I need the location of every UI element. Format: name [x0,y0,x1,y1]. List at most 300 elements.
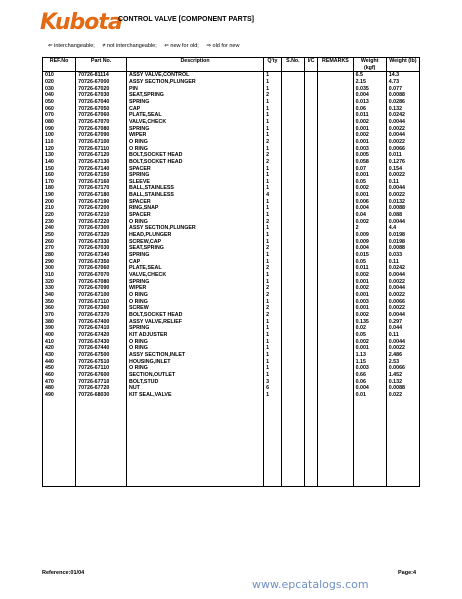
cell-remarks [318,252,353,259]
cell-weight-lb: 0.0022 [386,126,419,133]
cell-remarks [318,159,353,166]
cell-remarks [318,259,353,266]
cell-serial [281,372,304,379]
cell-description: ASSY SECTION,INLET [127,352,264,359]
empty-cell [353,398,386,487]
cell-ref: 090 [43,126,76,133]
cell-weight-kg: 0.02 [353,325,386,332]
legend-item: ≠ not interchangeable; [102,43,157,49]
cell-serial [281,192,304,199]
cell-weight-lb: 0.0286 [386,99,419,106]
cell-remarks [318,232,353,239]
cell-ic [304,332,317,339]
cell-qty: 1 [264,232,282,239]
cell-ic [304,392,317,399]
cell-qty: 1 [264,126,282,133]
cell-part-no: 70726-67350 [76,259,127,266]
cell-qty: 1 [264,112,282,119]
cell-qty: 1 [264,325,282,332]
cell-part-no: 70726-67040 [76,99,127,106]
cell-serial [281,212,304,219]
cell-weight-kg: 0.66 [353,372,386,379]
cell-remarks [318,225,353,232]
cell-part-no: 70726-67050 [76,106,127,113]
cell-weight-lb: 0.132 [386,379,419,386]
cell-ref: 300 [43,265,76,272]
cell-qty: 2 [264,139,282,146]
cell-weight-lb: 14.3 [386,72,419,79]
cell-serial [281,265,304,272]
cell-remarks [318,345,353,352]
cell-description: WIPER [127,285,264,292]
cell-ic [304,92,317,99]
cell-description: ASSY VALVE,CONTROL [127,72,264,79]
cell-weight-kg: 6.5 [353,72,386,79]
cell-description: SPACER [127,166,264,173]
cell-serial [281,159,304,166]
cell-description: SPACER [127,199,264,206]
cell-part-no: 70726-67330 [76,239,127,246]
cell-ref: 360 [43,305,76,312]
cell-part-no: 70726-67130 [76,159,127,166]
cell-weight-lb: 0.0088 [386,205,419,212]
cell-part-no: 70726-67070 [76,119,127,126]
cell-weight-lb: 0.0132 [386,199,419,206]
cell-ic [304,305,317,312]
cell-remarks [318,379,353,386]
cell-part-no: 70726-67060 [76,265,127,272]
cell-ic [304,212,317,219]
cell-description: SECTION,OUTLET [127,372,264,379]
cell-ref: 350 [43,299,76,306]
cell-ic [304,379,317,386]
cell-weight-lb: 0.1276 [386,159,419,166]
cell-weight-kg: 0.003 [353,146,386,153]
cell-remarks [318,325,353,332]
cell-serial [281,172,304,179]
cell-qty: 1 [264,299,282,306]
cell-description: SCREW,CAP [127,239,264,246]
table-row [43,259,420,266]
cell-description: SLEEVE [127,179,264,186]
cell-description: NUT [127,385,264,392]
cell-ic [304,72,317,79]
cell-description: SPRING [127,172,264,179]
cell-qty: 1 [264,199,282,206]
cell-ref: 490 [43,392,76,399]
cell-ref: 370 [43,312,76,319]
cell-serial [281,279,304,286]
cell-description: VALVE,CHECK [127,272,264,279]
cell-ref: 010 [43,72,76,79]
cell-weight-lb: 2.53 [386,359,419,366]
table-row [43,192,420,199]
cell-remarks [318,132,353,139]
cell-serial [281,305,304,312]
cell-serial [281,225,304,232]
cell-ref: 250 [43,232,76,239]
cell-qty: 1 [264,239,282,246]
cell-remarks [318,272,353,279]
cell-ic [304,146,317,153]
table-row [43,359,420,366]
cell-qty: 1 [264,212,282,219]
cell-ref: 150 [43,166,76,173]
cell-serial [281,119,304,126]
cell-serial [281,106,304,113]
cell-weight-kg: 0.058 [353,159,386,166]
cell-description: BALL,STAINLESS [127,192,264,199]
cell-weight-lb: 0.044 [386,325,419,332]
table-row [43,199,420,206]
table-header-row [43,58,420,72]
cell-remarks [318,106,353,113]
cell-qty: 1 [264,319,282,326]
table-row [43,112,420,119]
cell-description: RING,SNAP [127,205,264,212]
cell-ref: 220 [43,212,76,219]
cell-weight-lb: 0.088 [386,212,419,219]
cell-serial [281,146,304,153]
cell-qty: 2 [264,92,282,99]
cell-weight-kg: 0.001 [353,345,386,352]
parts-table [42,57,420,487]
cell-remarks [318,305,353,312]
cell-ref: 140 [43,159,76,166]
cell-description: SCREW [127,305,264,312]
cell-ref: 470 [43,379,76,386]
cell-description: KIT ADJUSTER [127,332,264,339]
cell-weight-kg: 1.15 [353,359,386,366]
table-row [43,119,420,126]
cell-ic [304,339,317,346]
cell-ref: 440 [43,359,76,366]
cell-description: PLATE,SEAL [127,265,264,272]
cell-description: O RING [127,345,264,352]
cell-ic [304,279,317,286]
cell-weight-kg: 0.06 [353,106,386,113]
cell-ic [304,312,317,319]
cell-ic [304,325,317,332]
cell-weight-kg: 0.002 [353,219,386,226]
cell-part-no: 70726-67370 [76,312,127,319]
table-row [43,212,420,219]
page-number: Page:4 [398,570,417,576]
cell-part-no: 70726-67710 [76,379,127,386]
cell-qty: 1 [264,259,282,266]
cell-part-no: 70726-67180 [76,192,127,199]
cell-qty: 3 [264,379,282,386]
cell-description: CAP [127,106,264,113]
cell-part-no: 70726-67340 [76,252,127,259]
table-row [43,339,420,346]
cell-qty: 1 [264,359,282,366]
cell-ic [304,272,317,279]
cell-qty: 1 [264,279,282,286]
cell-serial [281,312,304,319]
cell-description: HEAD,PLUNGER [127,232,264,239]
cell-qty: 2 [264,312,282,319]
cell-serial [281,112,304,119]
cell-ic [304,172,317,179]
cell-remarks [318,352,353,359]
cell-part-no: 70726-67120 [76,152,127,159]
cell-remarks [318,359,353,366]
cell-remarks [318,152,353,159]
cell-part-no: 70726-67070 [76,272,127,279]
cell-weight-lb: 0.0022 [386,192,419,199]
cell-serial [281,219,304,226]
cell-ic [304,259,317,266]
cell-qty: 1 [264,345,282,352]
cell-ref: 380 [43,319,76,326]
cell-part-no: 70726-67510 [76,359,127,366]
cell-description: WIPER [127,132,264,139]
empty-cell [264,398,282,487]
cell-weight-lb: 0.154 [386,166,419,173]
cell-serial [281,132,304,139]
cell-serial [281,272,304,279]
cell-ic [304,139,317,146]
header-part: Part No. [76,58,127,72]
cell-remarks [318,99,353,106]
document-title: CONTROL VALVE [COMPONENT PARTS] [118,16,254,23]
cell-ic [304,252,317,259]
cell-part-no: 70726-67600 [76,372,127,379]
cell-weight-kg: 0.015 [353,252,386,259]
cell-weight-kg: 0.002 [353,312,386,319]
cell-weight-kg: 0.011 [353,265,386,272]
cell-qty: 1 [264,99,282,106]
cell-ref: 480 [43,385,76,392]
header-qty: Q'ty [264,58,282,72]
cell-ref: 420 [43,345,76,352]
cell-remarks [318,192,353,199]
cell-ic [304,86,317,93]
table-row [43,279,420,286]
cell-ic [304,359,317,366]
cell-serial [281,319,304,326]
cell-ref: 080 [43,119,76,126]
cell-weight-lb: 0.0198 [386,232,419,239]
cell-weight-kg: 1.13 [353,352,386,359]
cell-serial [281,245,304,252]
cell-serial [281,285,304,292]
cell-serial [281,72,304,79]
cell-weight-kg: 0.001 [353,126,386,133]
cell-ref: 240 [43,225,76,232]
cell-description: BALL,STAINLESS [127,185,264,192]
cell-weight-lb: 0.0088 [386,385,419,392]
table-row [43,132,420,139]
cell-qty: 2 [264,285,282,292]
cell-ic [304,179,317,186]
cell-ic [304,245,317,252]
cell-weight-lb: 0.0044 [386,312,419,319]
cell-part-no: 70726-67360 [76,305,127,312]
table-row [43,146,420,153]
cell-ic [304,106,317,113]
cell-ref: 040 [43,92,76,99]
cell-description: SEAT,SPRING [127,92,264,99]
cell-ic [304,299,317,306]
cell-weight-kg: 0.001 [353,279,386,286]
cell-description: BOLT,SOCKET HEAD [127,159,264,166]
cell-weight-lb: 0.0242 [386,265,419,272]
cell-serial [281,166,304,173]
cell-part-no: 70726-67080 [76,279,127,286]
cell-qty: 1 [264,119,282,126]
cell-description: ASSY SECTION,PLUNGER [127,79,264,86]
cell-ic [304,372,317,379]
cell-ic [304,119,317,126]
table-row [43,325,420,332]
cell-ref: 280 [43,252,76,259]
kubota-logo: Kubota [40,10,122,35]
cell-weight-kg: 0.035 [353,86,386,93]
cell-ic [304,79,317,86]
cell-part-no: 70726-67410 [76,325,127,332]
cell-part-no: 70726-67090 [76,285,127,292]
cell-remarks [318,126,353,133]
cell-part-no: 70726-67400 [76,319,127,326]
cell-weight-lb: 0.0044 [386,119,419,126]
table-row [43,99,420,106]
header-remarks: REMARKS [318,58,353,72]
cell-ic [304,205,317,212]
cell-weight-lb: 0.0022 [386,292,419,299]
cell-weight-kg: 0.004 [353,245,386,252]
cell-ic [304,352,317,359]
table-row [43,392,420,399]
cell-ref: 200 [43,199,76,206]
cell-weight-lb: 0.0242 [386,112,419,119]
cell-part-no: 70726-67160 [76,179,127,186]
cell-part-no: 70726-67300 [76,225,127,232]
cell-serial [281,379,304,386]
cell-weight-kg: 0.005 [353,152,386,159]
cell-ref: 290 [43,259,76,266]
cell-qty: 1 [264,132,282,139]
cell-part-no: 70726-67090 [76,132,127,139]
cell-remarks [318,172,353,179]
cell-qty: 1 [264,225,282,232]
cell-weight-lb: 0.0198 [386,239,419,246]
table-row [43,219,420,226]
cell-description: ASSY VALVE,RELIEF [127,319,264,326]
cell-weight-lb: 0.033 [386,252,419,259]
cell-serial [281,345,304,352]
cell-serial [281,86,304,93]
cell-qty: 2 [264,305,282,312]
cell-ref: 390 [43,325,76,332]
cell-ic [304,385,317,392]
cell-remarks [318,86,353,93]
table-row [43,152,420,159]
legend [48,43,245,49]
empty-cell [386,398,419,487]
cell-qty: 1 [264,146,282,153]
cell-ic [304,185,317,192]
cell-weight-kg: 0.07 [353,166,386,173]
cell-serial [281,359,304,366]
cell-qty: 1 [264,86,282,93]
cell-weight-lb: 0.0066 [386,299,419,306]
cell-qty: 2 [264,159,282,166]
cell-serial [281,92,304,99]
cell-qty: 1 [264,272,282,279]
cell-serial [281,126,304,133]
cell-weight-lb: 0.297 [386,319,419,326]
table-row [43,179,420,186]
cell-remarks [318,139,353,146]
cell-remarks [318,212,353,219]
cell-weight-kg: 0.011 [353,112,386,119]
cell-ref: 330 [43,285,76,292]
cell-weight-lb: 0.11 [386,259,419,266]
cell-weight-kg: 0.001 [353,292,386,299]
cell-ref: 340 [43,292,76,299]
cell-ref: 270 [43,245,76,252]
cell-qty: 2 [264,219,282,226]
cell-ic [304,132,317,139]
cell-serial [281,139,304,146]
table-row [43,285,420,292]
cell-ic [304,345,317,352]
cell-remarks [318,92,353,99]
cell-qty: 1 [264,166,282,173]
watermark: www.epcatalogs.com [252,578,369,591]
cell-qty: 1 [264,339,282,346]
cell-serial [281,352,304,359]
cell-ic [304,166,317,173]
cell-remarks [318,72,353,79]
cell-part-no: 70726-67200 [76,205,127,212]
cell-serial [281,185,304,192]
cell-ic [304,292,317,299]
table-row [43,379,420,386]
cell-weight-kg: 0.001 [353,172,386,179]
cell-qty: 1 [264,392,282,399]
header-ref: REF.No [43,58,76,72]
cell-remarks [318,332,353,339]
cell-weight-lb: 0.0022 [386,279,419,286]
cell-ic [304,152,317,159]
cell-qty: 1 [264,172,282,179]
cell-description: SPRING [127,252,264,259]
cell-weight-kg: 0.002 [353,119,386,126]
cell-weight-kg: 0.004 [353,385,386,392]
cell-serial [281,79,304,86]
cell-description: ASSY SECTION,PLUNGER [127,225,264,232]
cell-remarks [318,112,353,119]
cell-ic [304,219,317,226]
cell-qty: 1 [264,79,282,86]
cell-weight-lb: 0.0022 [386,172,419,179]
cell-weight-lb: 0.077 [386,86,419,93]
table-row [43,352,420,359]
cell-part-no: 70726-67210 [76,212,127,219]
cell-part-no: 70726-67440 [76,345,127,352]
table-row [43,159,420,166]
cell-remarks [318,79,353,86]
cell-weight-lb: 2.486 [386,352,419,359]
header-description: Description [127,58,264,72]
cell-description: BOLT,STUD [127,379,264,386]
empty-cell [304,398,317,487]
cell-weight-lb: 0.0044 [386,285,419,292]
cell-description: O RING [127,299,264,306]
